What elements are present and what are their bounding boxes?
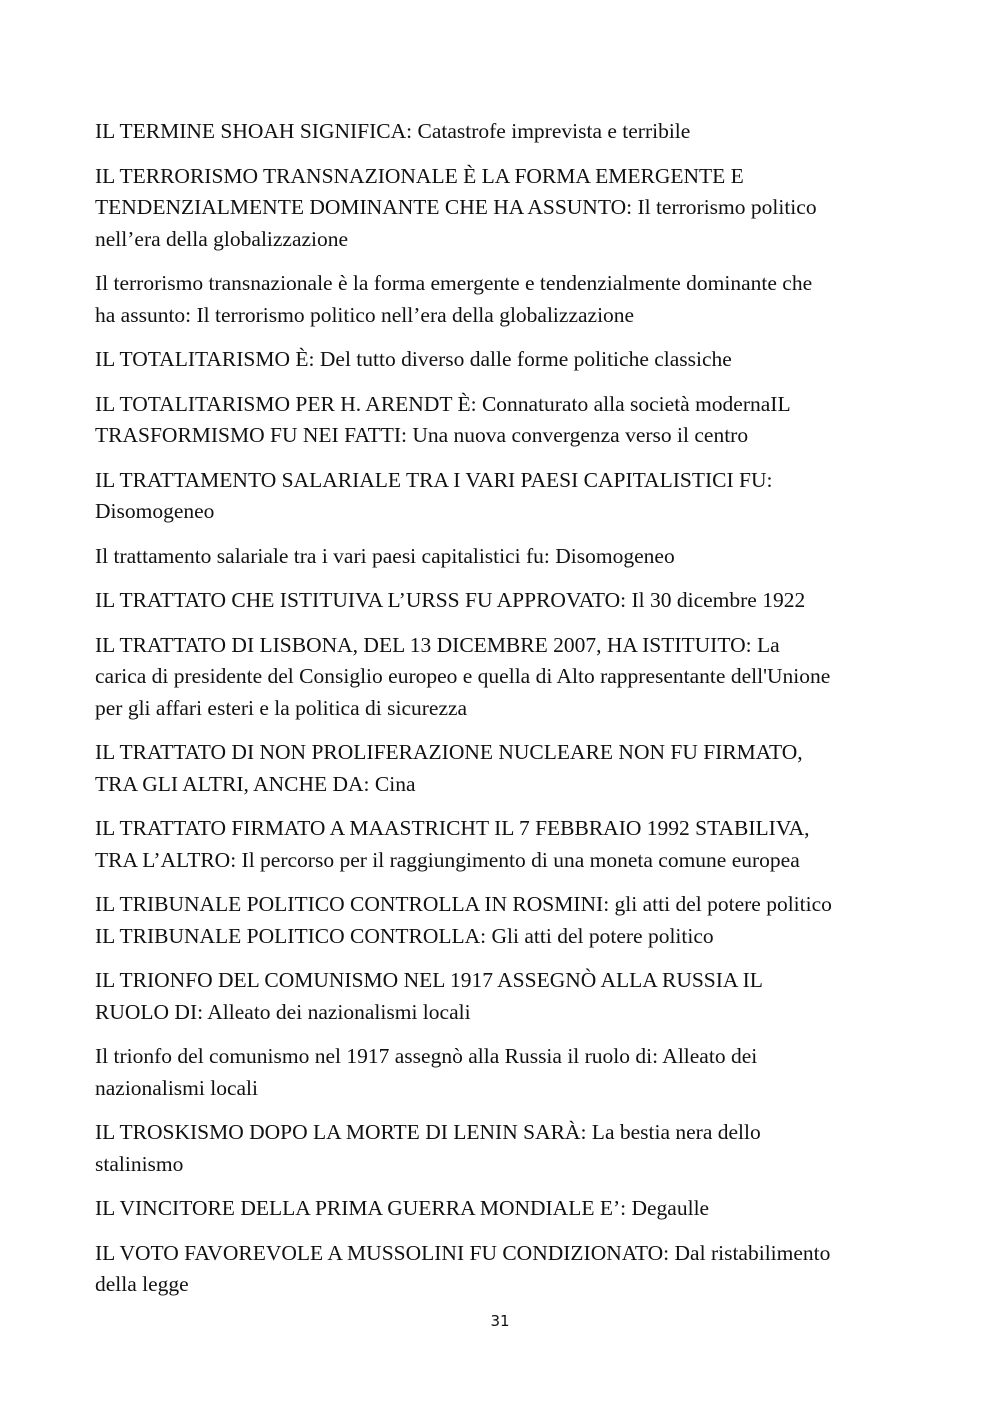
- entry-line: ha assunto: Il terrorismo politico nell’era della globalizzazione: [95, 302, 635, 327]
- entry-line: IL TOTALITARISMO PER H. ARENDT È: Connaturato alla società modernaIL: [95, 391, 791, 416]
- entry: [95, 965, 910, 1028]
- entry: [95, 1238, 910, 1301]
- entry-line: nazionalismi locali: [95, 1075, 258, 1100]
- entry-line: nell’era della globalizzazione: [95, 226, 349, 251]
- entry-line: IL TOTALITARISMO È: Del tutto diverso dalle forme politiche classiche: [95, 347, 732, 371]
- entry-line: stalinismo: [95, 1151, 184, 1176]
- entry-line: IL TROSKISMO DOPO LA MORTE DI LENIN SARÀ: La bestia nera dello: [95, 1120, 761, 1144]
- entry: [95, 1117, 910, 1180]
- entry-line: TENDENZIALMENTE DOMINANTE CHE HA ASSUNTO: Il terrorismo politico: [95, 195, 817, 219]
- entry-line: IL VOTO FAVOREVOLE A MUSSOLINI FU CONDIZIONATO: Dal ristabilimento: [95, 1240, 831, 1265]
- entry: [95, 116, 910, 148]
- entry-line: IL TRIBUNALE POLITICO CONTROLLA IN ROSMINI: gli atti del potere politico: [95, 892, 832, 916]
- entry-line: IL TERRORISMO TRANSNAZIONALE È LA FORMA EMERGENTE E: [95, 163, 744, 188]
- page-number: 31: [490, 1312, 510, 1330]
- entry-line: carica di presidente del Consiglio europeo e quella di Alto rappresentante dell'Unione: [95, 664, 831, 688]
- entry-line: IL VINCITORE DELLA PRIMA GUERRA MONDIALE E’: Degaulle: [95, 1196, 710, 1220]
- entry: [95, 161, 910, 256]
- entry-line: della legge: [95, 1272, 189, 1296]
- entry-line: IL TERMINE SHOAH SIGNIFICA: Catastrofe imprevista e terribile: [95, 119, 691, 143]
- entry-line: IL TRATTAMENTO SALARIALE TRA I VARI PAESI CAPITALISTICI FU:: [95, 467, 773, 492]
- entry-line: Disomogeneo: [95, 499, 215, 523]
- entry-line: RUOLO DI: Alleato dei nazionalismi locali: [95, 999, 471, 1024]
- entry-line: IL TRIBUNALE POLITICO CONTROLLA: Gli atti del potere politico: [95, 923, 714, 948]
- page-content: [95, 116, 910, 1314]
- entry-line: IL TRATTATO CHE ISTITUIVA L’URSS FU APPROVATO: Il 30 dicembre 1922: [95, 588, 806, 612]
- entry-line: Il terrorismo transnazionale è la forma emergente e tendenzialmente dominante che: [95, 271, 813, 295]
- entry-line: IL TRATTATO FIRMATO A MAASTRICHT IL 7 FEBBRAIO 1992 STABILIVA,: [95, 816, 810, 840]
- entry: [95, 465, 910, 528]
- entry: [95, 389, 910, 452]
- entry-line: TRA GLI ALTRI, ANCHE DA: Cina: [95, 771, 416, 796]
- entry-line: TRA L’ALTRO: Il percorso per il raggiungimento di una moneta comune europea: [95, 847, 800, 872]
- entry: [95, 737, 910, 800]
- entry: [95, 889, 910, 952]
- entry: [95, 630, 910, 725]
- entry: [95, 585, 910, 617]
- entry-line: IL TRATTATO DI LISBONA, DEL 13 DICEMBRE 2007, HA ISTITUITO: La: [95, 632, 780, 657]
- entry-line: TRASFORMISMO FU NEI FATTI: Una nuova convergenza verso il centro: [95, 423, 749, 447]
- entry: [95, 344, 910, 376]
- entry: [95, 813, 910, 876]
- entry: [95, 268, 910, 331]
- entry-line: Il trattamento salariale tra i vari paesi capitalistici fu: Disomogeneo: [95, 543, 675, 568]
- entry: [95, 1041, 910, 1104]
- entry-line: Il trionfo del comunismo nel 1917 assegnò alla Russia il ruolo di: Alleato dei: [95, 1044, 758, 1068]
- entry: [95, 541, 910, 573]
- entry-line: per gli affari esteri e la politica di sicurezza: [95, 695, 468, 720]
- entry-line: IL TRIONFO DEL COMUNISMO NEL 1917 ASSEGNÒ ALLA RUSSIA IL: [95, 968, 763, 992]
- entry-line: IL TRATTATO DI NON PROLIFERAZIONE NUCLEARE NON FU FIRMATO,: [95, 740, 803, 764]
- entry: [95, 1193, 910, 1225]
